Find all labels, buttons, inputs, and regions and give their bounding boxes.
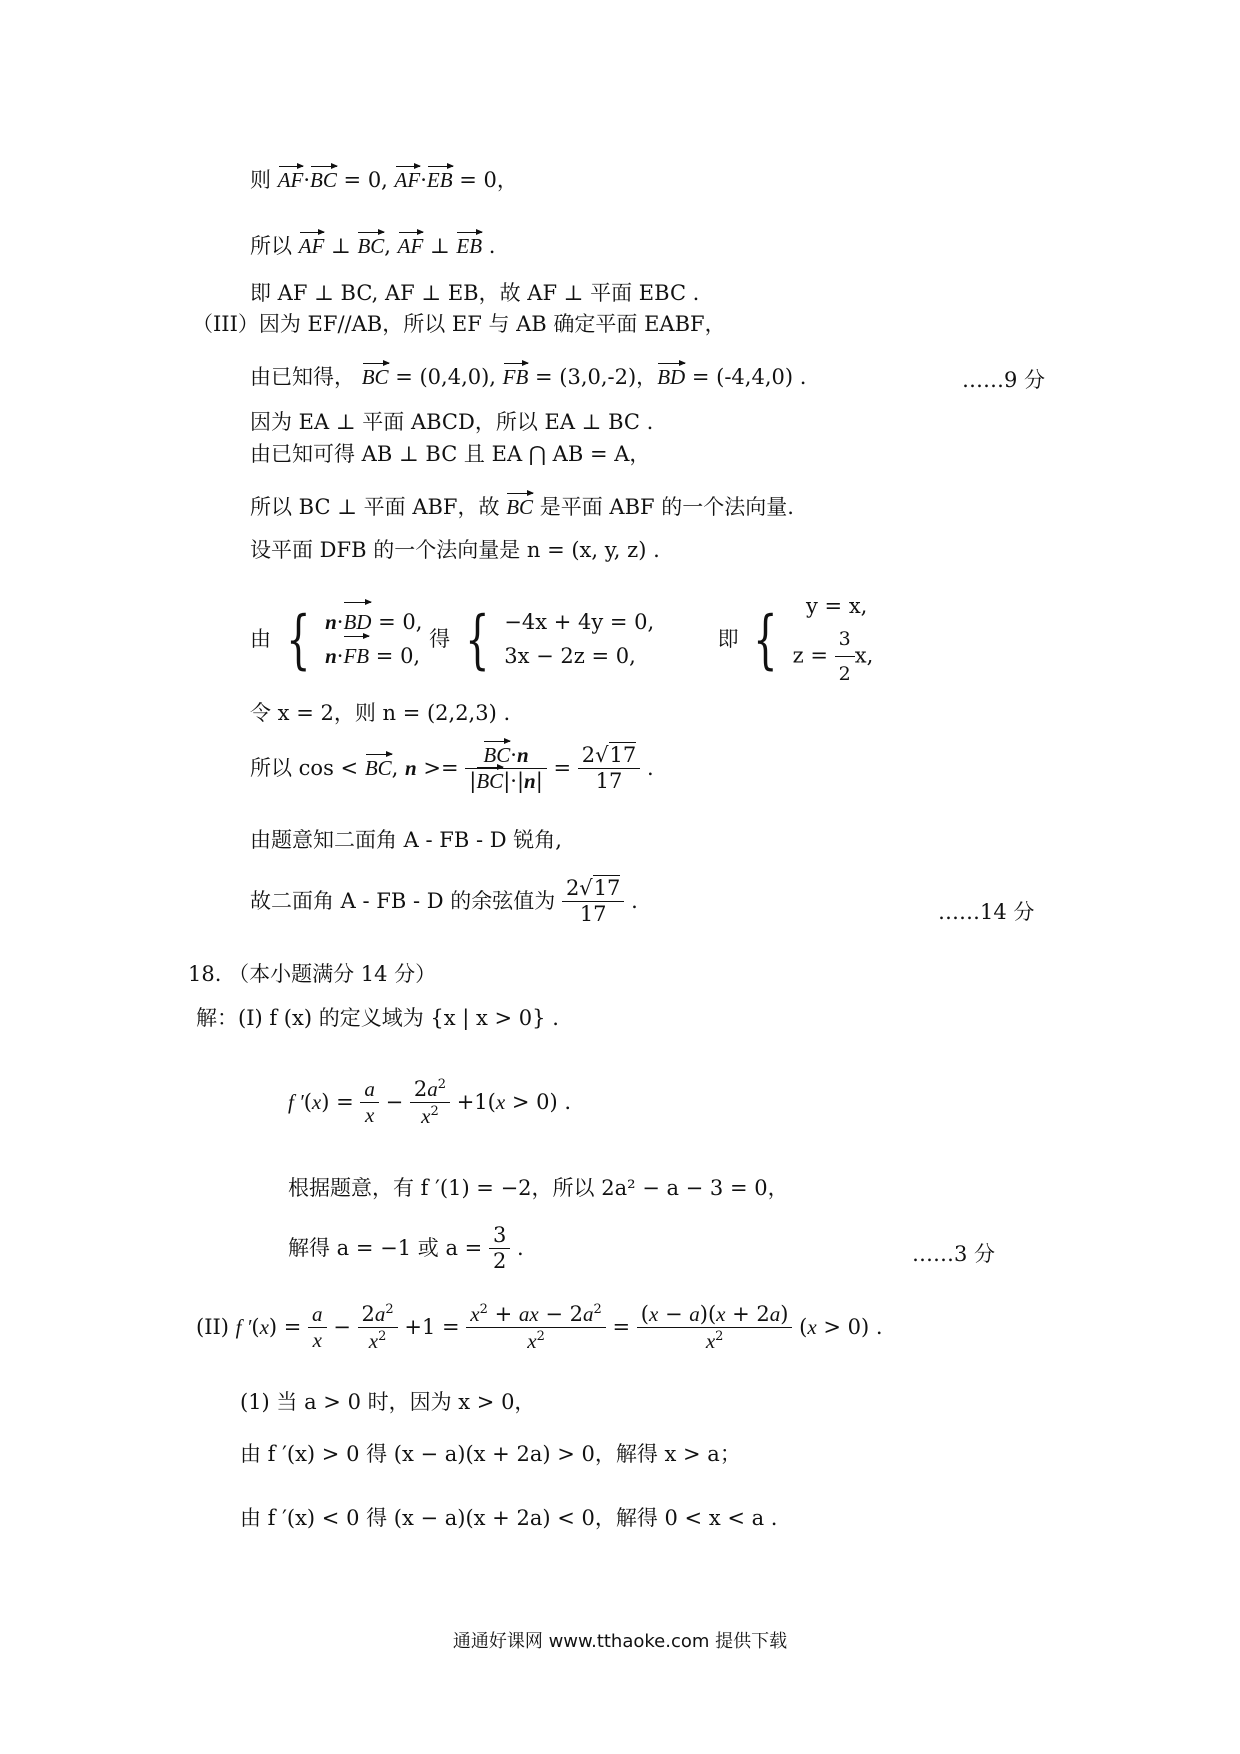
- line-decreasing: 由 f ′(x) < 0 得 (x − a)(x + 2a) < 0，解得 0 < x < a .: [240, 1506, 778, 1530]
- line-equation-system: 由 { n·BD = 0, n·FB = 0, 得 { −4x + 4y = 0, 3x − 2z = 0, 即 { y = x, z = $\frac{3}{2}$ x,: [250, 594, 874, 685]
- line-let-x-2: 令 x = 2，则 n = (2,2,3) .: [250, 701, 511, 725]
- line-set-normal-n: 设平面 DFB 的一个法向量是 n = (x, y, z) .: [250, 538, 660, 562]
- line-known-vectors: 由已知得， BC = (0,4,0), FB = (3,0,-2)，BD = (-4,4,0) .: [250, 365, 807, 389]
- line-domain: 解：(I) f (x) 的定义域为 {x | x > 0} .: [196, 1006, 559, 1030]
- line-derivative: f ′(x) = $\frac{a}{x}$ − $\frac{2a^2}{x^2}$ +1(x > 0) .: [288, 1077, 572, 1128]
- line-case-a-positive: (1) 当 a > 0 时，因为 x > 0，: [240, 1390, 536, 1414]
- line-af-perp-plane: 即 AF ⊥ BC, AF ⊥ EB，故 AF ⊥ 平面 EBC .: [250, 281, 700, 305]
- line-increasing: 由 f ′(x) > 0 得 (x − a)(x + 2a) > 0，解得 x > a；: [240, 1442, 741, 1466]
- line-ea-perp-bc: 因为 EA ⊥ 平面 ABCD，所以 EA ⊥ BC .: [250, 410, 654, 434]
- score-3: ……3 分: [912, 1242, 996, 1266]
- problem-18-heading: 18. （本小题满分 14 分）: [188, 962, 437, 986]
- line-by-condition: 根据题意，有 f ′(1) = −2，所以 2a² − a − 3 = 0，: [288, 1176, 789, 1200]
- score-14: ……14 分: [938, 900, 1035, 924]
- line-cosine-value: 所以 cos < BC, n >= $\frac{BC\cdot n}{|BC|\cdot|n|}$ = $\frac{2√17}{17}$ .: [250, 743, 654, 793]
- line-part-iii-intro: （III）因为 EF//AB，所以 EF 与 AB 确定平面 EABF，: [192, 312, 726, 336]
- line-acute-angle: 由题意知二面角 A - FB - D 锐角,: [250, 828, 562, 852]
- line-part-ii-derivative: (II) f ′(x) = $\frac{a}{x}$ − $\frac{2a^2}{x^2}$ +1 = $\frac{x^2 + ax - 2a^2}{x^2}$ = $\frac{(x - a)(x + 2a)}{x^2}$ (x > 0) .: [196, 1301, 883, 1353]
- score-9: ……9 分: [962, 368, 1046, 392]
- line-ab-perp-bc: 由已知可得 AB ⊥ BC 且 EA ⋂ AB = A，: [250, 442, 651, 466]
- line-perpendicular-vectors: 所以 AF ⊥ BC, AF ⊥ EB .: [250, 234, 496, 258]
- line-solve-a: 解得 a = −1 或 a = $\frac{3}{2}$ .: [288, 1223, 524, 1273]
- footer-source: 通通好课网 www.tthaoke.com 提供下载: [452, 1631, 788, 1652]
- line-af-dot-products: 则 AF·BC = 0, AF·EB = 0，: [250, 168, 518, 192]
- line-dihedral-cosine: 故二面角 A - FB - D 的余弦值为 $\frac{2√17}{17}$ .: [250, 876, 638, 926]
- line-bc-normal-vector: 所以 BC ⊥ 平面 ABF，故 BC 是平面 ABF 的一个法向量.: [250, 495, 794, 519]
